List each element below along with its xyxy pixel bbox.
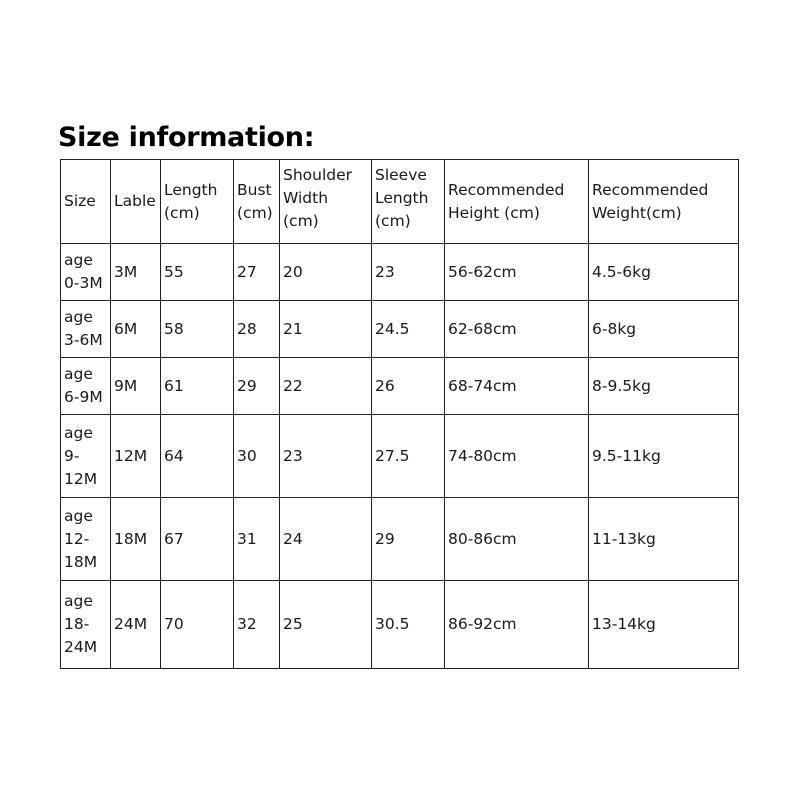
cell-sleeve-length: 24.5 — [372, 301, 445, 358]
page-title: Size information: — [58, 122, 315, 153]
cell-recommended-weight: 13-14kg — [589, 581, 739, 669]
cell-length: 64 — [161, 415, 234, 498]
cell-shoulder-width: 21 — [280, 301, 372, 358]
cell-bust: 27 — [234, 244, 280, 301]
header-sleeve-length: Sleeve Length (cm) — [372, 160, 445, 244]
cell-sleeve-length: 29 — [372, 498, 445, 581]
cell-label: 12M — [111, 415, 161, 498]
cell-length: 70 — [161, 581, 234, 669]
cell-label: 3M — [111, 244, 161, 301]
cell-sleeve-length: 23 — [372, 244, 445, 301]
cell-sleeve-length: 26 — [372, 358, 445, 415]
cell-label: 6M — [111, 301, 161, 358]
table-row — [61, 301, 739, 358]
cell-size: age 6-9M — [61, 358, 111, 415]
cell-recommended-weight: 4.5-6kg — [589, 244, 739, 301]
header-size: Size — [61, 160, 111, 244]
table-row — [61, 498, 739, 581]
cell-bust: 30 — [234, 415, 280, 498]
cell-size: age 12-18M — [61, 498, 111, 581]
header-label: Lable — [111, 160, 161, 244]
cell-shoulder-width: 20 — [280, 244, 372, 301]
cell-length: 67 — [161, 498, 234, 581]
table-row — [61, 581, 739, 669]
cell-recommended-height: 62-68cm — [445, 301, 589, 358]
cell-size: age 0-3M — [61, 244, 111, 301]
header-row — [61, 160, 739, 244]
cell-shoulder-width: 24 — [280, 498, 372, 581]
table-row — [61, 415, 739, 498]
cell-size: age 18-24M — [61, 581, 111, 669]
cell-recommended-height: 56-62cm — [445, 244, 589, 301]
cell-bust: 32 — [234, 581, 280, 669]
header-bust: Bust (cm) — [234, 160, 280, 244]
cell-label: 18M — [111, 498, 161, 581]
table-row — [61, 358, 739, 415]
cell-length: 58 — [161, 301, 234, 358]
cell-recommended-weight: 8-9.5kg — [589, 358, 739, 415]
cell-label: 24M — [111, 581, 161, 669]
size-table — [60, 159, 739, 669]
cell-length: 61 — [161, 358, 234, 415]
cell-bust: 31 — [234, 498, 280, 581]
cell-recommended-weight: 9.5-11kg — [589, 415, 739, 498]
cell-recommended-height: 68-74cm — [445, 358, 589, 415]
cell-label: 9M — [111, 358, 161, 415]
cell-shoulder-width: 25 — [280, 581, 372, 669]
cell-sleeve-length: 27.5 — [372, 415, 445, 498]
cell-recommended-weight: 11-13kg — [589, 498, 739, 581]
cell-recommended-height: 86-92cm — [445, 581, 589, 669]
header-shoulder-width: Shoulder Width (cm) — [280, 160, 372, 244]
cell-shoulder-width: 22 — [280, 358, 372, 415]
cell-recommended-weight: 6-8kg — [589, 301, 739, 358]
header-recommended-height: Recommended Height (cm) — [445, 160, 589, 244]
cell-bust: 28 — [234, 301, 280, 358]
cell-recommended-height: 74-80cm — [445, 415, 589, 498]
cell-size: age 3-6M — [61, 301, 111, 358]
cell-shoulder-width: 23 — [280, 415, 372, 498]
header-recommended-weight: Recommended Weight(cm) — [589, 160, 739, 244]
cell-sleeve-length: 30.5 — [372, 581, 445, 669]
cell-bust: 29 — [234, 358, 280, 415]
table-row — [61, 244, 739, 301]
cell-length: 55 — [161, 244, 234, 301]
header-length: Length (cm) — [161, 160, 234, 244]
cell-size: age 9-12M — [61, 415, 111, 498]
cell-recommended-height: 80-86cm — [445, 498, 589, 581]
